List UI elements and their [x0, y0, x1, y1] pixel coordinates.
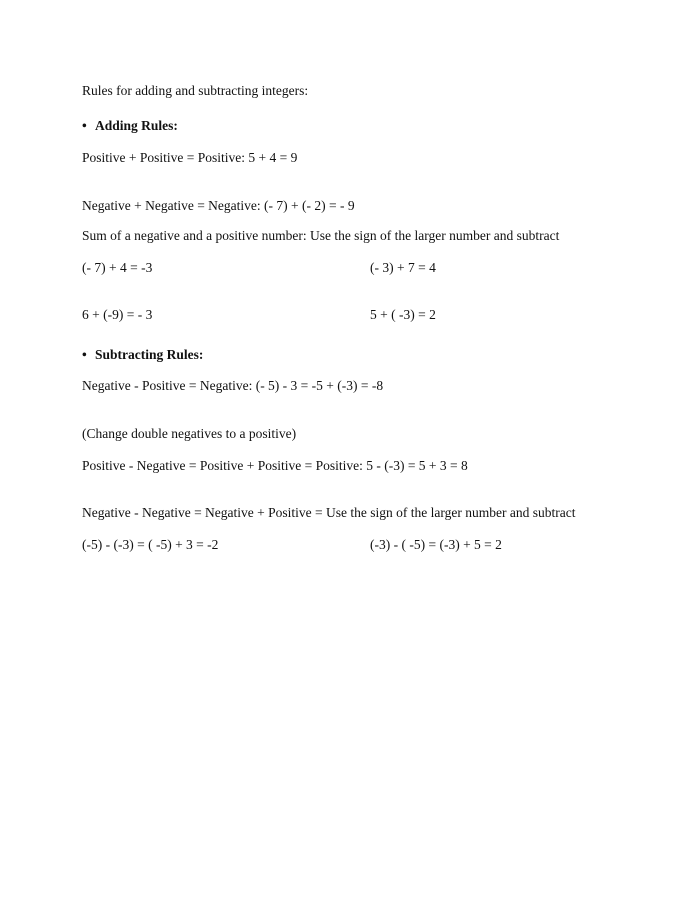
adding-example: 5 + ( -3) = 2	[370, 307, 436, 322]
adding-example: 6 + (-9) = - 3	[82, 307, 153, 322]
bullet-icon: •	[82, 347, 87, 362]
subtracting-rule-pos-neg: Positive - Negative = Positive + Positive = Positive: 5 - (-3) = 5 + 3 = 8	[82, 458, 468, 473]
adding-rule-positive: Positive + Positive = Positive: 5 + 4 = 9	[82, 150, 298, 165]
intro-text: Rules for adding and subtracting integers:	[82, 83, 309, 98]
subtracting-example: (-3) - ( -5) = (-3) + 5 = 2	[370, 537, 502, 552]
subtracting-rule-neg-neg: Negative - Negative = Negative + Positive = Use the sign of the larger number and subtract	[82, 505, 576, 520]
bullet-icon: •	[82, 118, 87, 133]
adding-example: (- 3) + 7 = 4	[370, 260, 436, 275]
adding-rule-mixed: Sum of a negative and a positive number: Use the sign of the larger number and subtract	[82, 228, 560, 243]
adding-example: (- 7) + 4 = -3	[82, 260, 153, 275]
subtracting-note: (Change double negatives to a positive)	[82, 426, 297, 441]
subtracting-rule-neg-pos: Negative - Positive = Negative: (- 5) - 3 = -5 + (-3) = -8	[82, 378, 384, 393]
adding-heading-text: Adding Rules:	[95, 118, 178, 133]
subtracting-example: (-5) - (-3) = ( -5) + 3 = -2	[82, 537, 219, 552]
subtracting-heading-text: Subtracting Rules:	[95, 347, 204, 362]
adding-rule-negative: Negative + Negative = Negative: (- 7) + (- 2) = - 9	[82, 198, 355, 213]
subtracting-rules-heading	[82, 347, 203, 363]
adding-rules-heading	[82, 118, 178, 134]
